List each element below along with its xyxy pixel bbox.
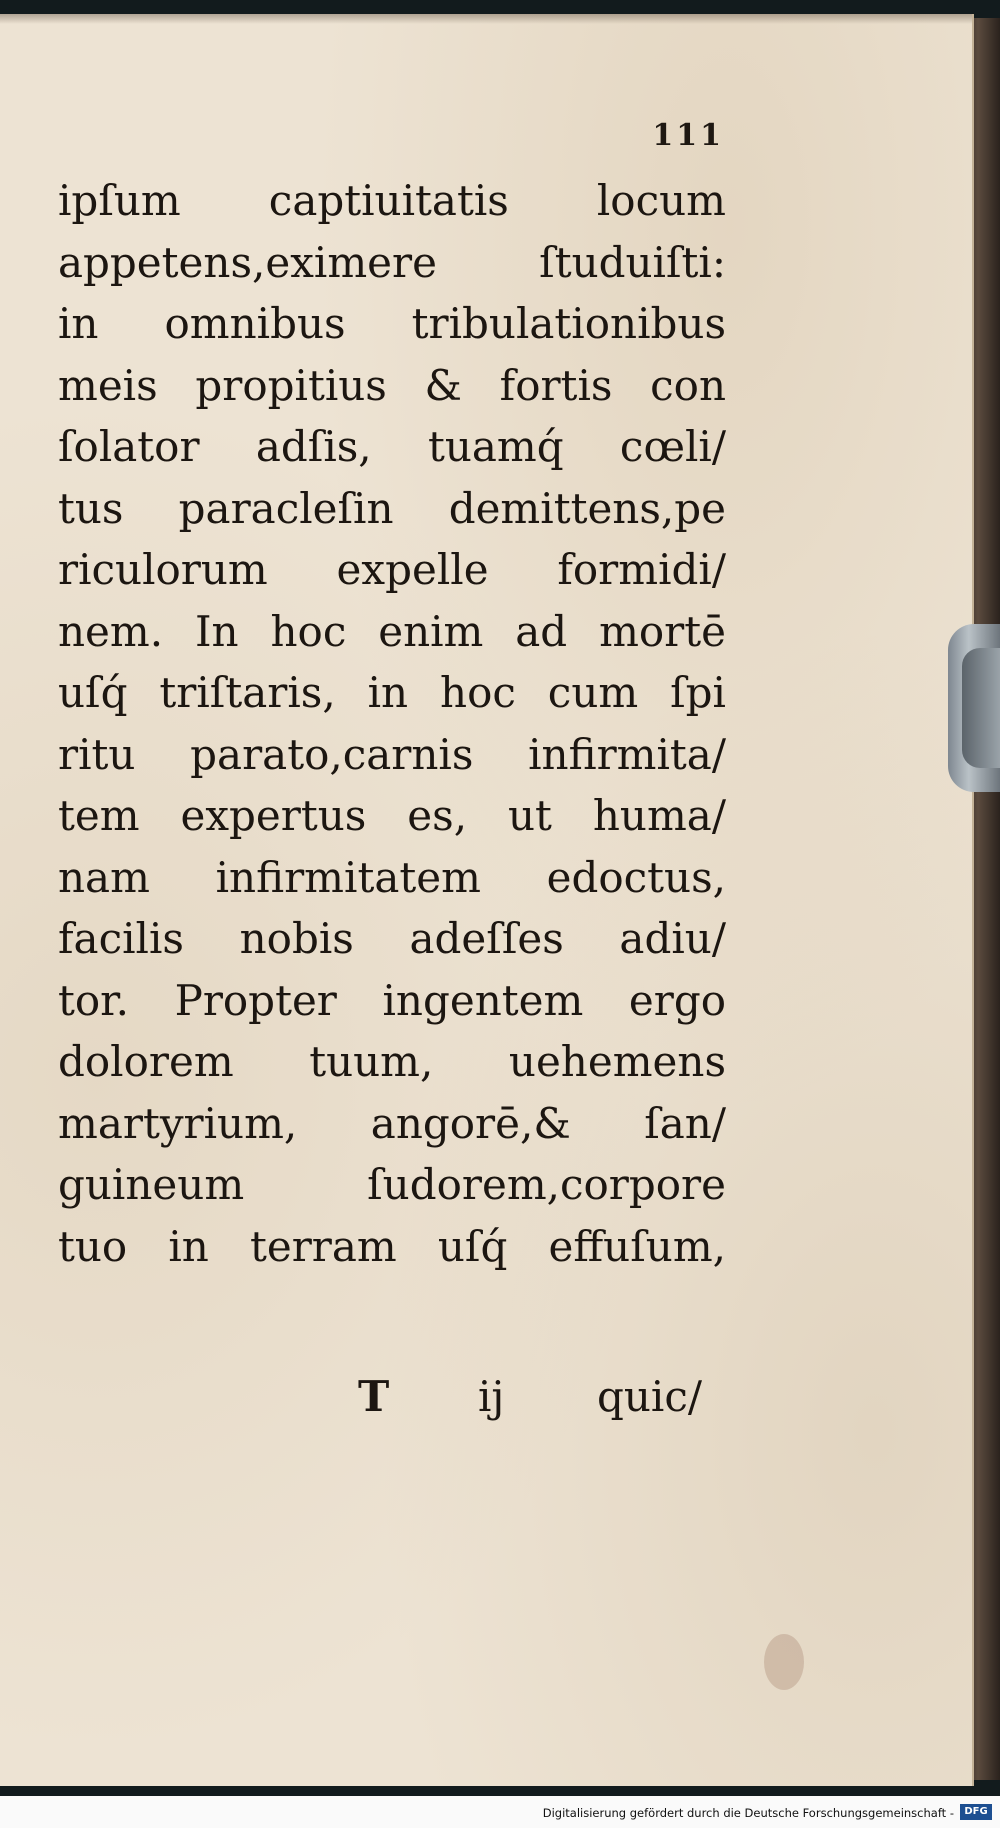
text-line: nam infirmitatem edoctus,	[58, 852, 726, 902]
dfg-logo: DFG	[960, 1804, 992, 1820]
metal-clasp-inner	[962, 648, 1000, 768]
body-text	[58, 170, 726, 1277]
text-line: tuo in terram uſq́ effuſum,	[58, 1221, 726, 1271]
text-line: appetens,eximere ſtuduiſti:	[58, 237, 726, 287]
text-line: ipſum captiuitatis locum	[58, 176, 726, 225]
text-line: uſq́ triſtaris, in hoc cum ſpi	[58, 668, 726, 717]
page-top-shadow	[0, 14, 972, 24]
page-number: 111	[652, 118, 724, 153]
text-line: ſolator adſis, tuamq́ cœli/	[58, 422, 726, 471]
catchword: quic/	[596, 1372, 702, 1421]
signature-line	[340, 1372, 702, 1432]
signature-mark: T	[358, 1372, 390, 1421]
text-line: ritu parato,carnis infirmita/	[58, 729, 726, 779]
text-line: guineum ſudorem,corpore	[58, 1160, 726, 1209]
digitization-credit: Digitalisierung gefördert durch die Deutsche Forschungsgemeinschaft -	[542, 1806, 954, 1820]
text-line: in omnibus tribulationibus	[58, 299, 726, 348]
signature-number: ij	[478, 1372, 505, 1421]
text-line: tus paracleſin demittens,pe	[58, 483, 726, 533]
text-line: martyrium, angorē,& ſan/	[58, 1098, 726, 1148]
text-line: facilis nobis adeſſes adiu/	[58, 914, 726, 963]
text-line: riculorum expelle formidi/	[58, 545, 726, 594]
text-line: meis propitius & fortis con	[58, 360, 726, 410]
text-line: tem expertus es, ut huma/	[58, 791, 726, 840]
text-line: dolorem tuum, uehemens	[58, 1037, 726, 1086]
paper-stain	[764, 1634, 804, 1690]
text-line: nem. In hoc enim ad mortē	[58, 606, 726, 656]
text-line: tor. Propter ingentem ergo	[58, 975, 726, 1025]
